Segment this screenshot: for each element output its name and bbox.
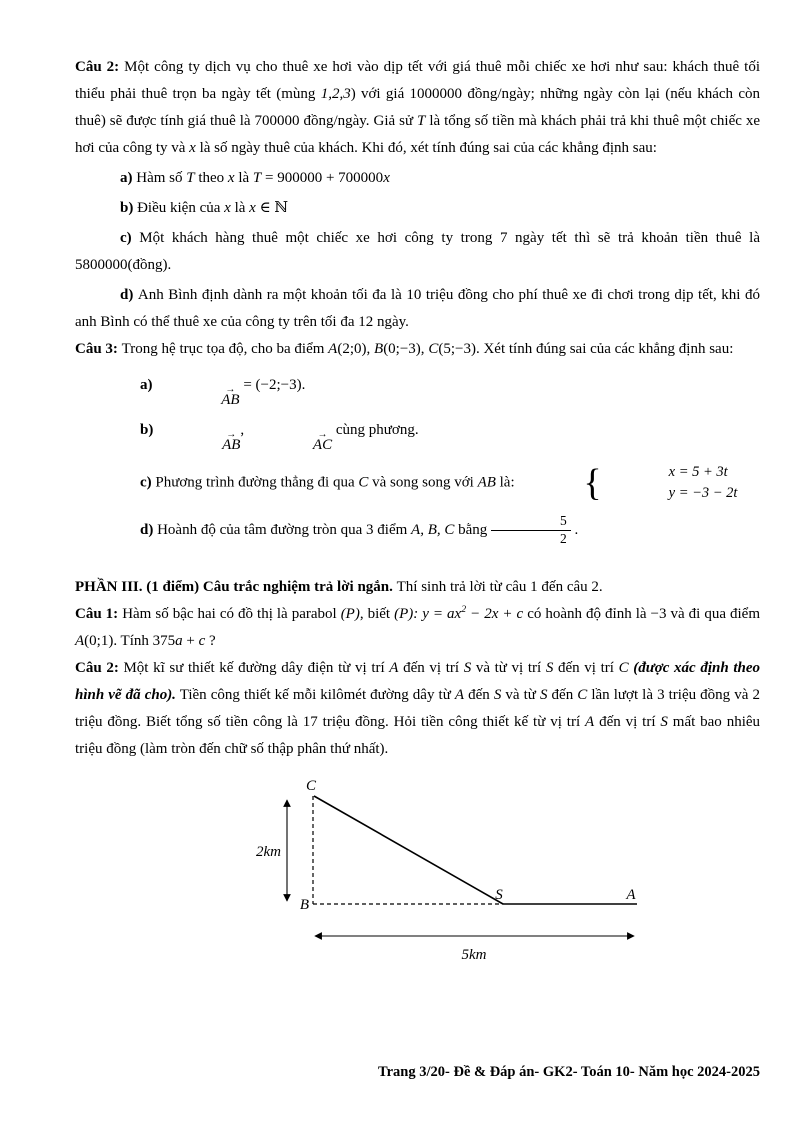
text-run: Hoành độ của tâm đường tròn qua 3 điểm xyxy=(157,521,412,538)
text-run: và từ vị trí xyxy=(471,659,546,676)
vector-arrow-icon: → xyxy=(225,384,236,395)
text-run: . xyxy=(570,521,579,538)
figure-point-c-label: C xyxy=(305,778,317,794)
text-run: Trong hệ trục tọa độ, cho ba điểm xyxy=(121,341,329,357)
text-run: = (−2;−3). xyxy=(239,377,306,393)
phan3-cau2 xyxy=(75,655,760,763)
math-var: S xyxy=(660,713,668,730)
text-run: ) với giá 1000000 đồng/ngày; những ngày còn lại (nếu khách còn thuê) sẽ được tính giá thuê là 700000 đồng/ngày. Giả sử xyxy=(75,86,760,129)
math-var: AB xyxy=(477,474,496,491)
bold-text: Câu 2: xyxy=(75,659,124,676)
bold-text: d) xyxy=(120,287,138,303)
text-run: Điều kiện của xyxy=(137,200,225,216)
text-run: đến xyxy=(547,686,578,703)
text-run: ? xyxy=(205,632,216,649)
text-run: = 900000 + 700000 xyxy=(261,170,384,186)
text-run: , xyxy=(240,422,248,438)
fraction-numerator: 5 xyxy=(491,513,571,531)
text-run: là xyxy=(230,200,250,216)
text-run: là: xyxy=(495,474,519,491)
text-run: đến vị trí xyxy=(398,659,464,676)
text-run: theo xyxy=(194,170,228,186)
text-run: Một công ty dịch vụ cho thuê xe hơi vào dịp tết với giá thuê mỗi chiếc xe hơi như sau: khách thuê tối thiểu phải thuê trọn ba ngày tết (mùng xyxy=(75,59,761,102)
figure-point-a-label: A xyxy=(626,886,636,903)
math-var: T xyxy=(417,113,426,129)
math-var: A xyxy=(454,686,465,703)
math-var: (P) xyxy=(340,605,360,622)
math-var: C xyxy=(577,686,588,703)
math-var: x xyxy=(249,200,256,216)
cau2-item-b xyxy=(75,195,760,222)
bold-text: c) xyxy=(140,474,156,491)
bold-text: b) xyxy=(140,422,158,438)
vector xyxy=(156,386,239,408)
figure-point-s-label: S xyxy=(495,886,503,903)
math-var: 1,2,3 xyxy=(320,86,351,102)
equation-line: x = 5 + 3t xyxy=(668,464,728,480)
math-var: S xyxy=(493,686,502,703)
text-run: Một kĩ sư thiết kế đường dây điện từ vị trí xyxy=(123,659,390,676)
text-run: đến vị trí xyxy=(594,713,661,730)
figure-dim-2km-label: 2km xyxy=(256,843,281,860)
math-var: A xyxy=(328,341,338,357)
text-run: + xyxy=(182,632,199,649)
math-var: C xyxy=(358,474,369,491)
solid-line-cs xyxy=(314,796,503,904)
text-run: cùng phương. xyxy=(332,422,419,438)
math-var: A xyxy=(75,632,85,649)
figure-dim-5km-label: 5km xyxy=(461,946,487,963)
math-var: S xyxy=(545,659,554,676)
vector-arrow-icon: → xyxy=(226,429,237,440)
figure-canvas xyxy=(235,779,660,969)
cau3-item-a xyxy=(75,372,760,408)
bold-italic-text: (được xác định theo hình vẽ đã cho). xyxy=(75,659,761,703)
math-var: T xyxy=(186,170,195,186)
math-var: A xyxy=(389,659,399,676)
math-var: c xyxy=(198,632,206,649)
cau3-stem xyxy=(75,336,760,363)
vector-name: AB xyxy=(221,392,240,408)
text-run: là số ngày thuê của khách. Khi đó, xét tính đúng sai của các khẳng định sau: xyxy=(195,140,657,156)
text-run: Hàm số bậc hai có đồ thị là parabol xyxy=(122,605,341,622)
math-var: T xyxy=(252,170,262,186)
math-var: B xyxy=(374,341,384,357)
superscript: 2 xyxy=(461,603,467,615)
vector xyxy=(248,431,332,453)
text-run: ∈ ℕ xyxy=(255,200,289,216)
text-run: Hàm số xyxy=(136,170,187,186)
bold-text: PHẦN III. (1 điểm) Câu trắc nghiệm trả lời ngắn. xyxy=(75,578,397,595)
equation-line: y = −3 − 2t xyxy=(668,485,738,501)
equation-lines xyxy=(604,462,738,504)
text-run: Phương trình đường thẳng đi qua xyxy=(155,474,359,491)
text-run: và song song với xyxy=(368,474,478,491)
text-run: và từ xyxy=(501,686,540,703)
math-var: − 2x + c xyxy=(466,605,524,622)
text-run: Tiền công thiết kế mỗi kilômét đường dây từ xyxy=(175,686,455,703)
text-run: (0;−3), xyxy=(383,341,429,357)
cau3-item-b xyxy=(75,417,760,453)
math-var: S xyxy=(539,686,548,703)
document-body xyxy=(75,54,760,763)
cau2-item-c xyxy=(75,225,760,279)
text-run: là xyxy=(234,170,253,186)
text-run: bằng xyxy=(454,521,492,538)
vector-name: AC xyxy=(312,437,333,453)
math-var: A, B, C xyxy=(411,521,455,538)
math-var: C xyxy=(428,341,439,357)
page-footer: Trang 3/20- Đề & Đáp án- GK2- Toán 10- Năm học 2024-2025 xyxy=(378,1064,760,1080)
text-run: mất bao nhiêu triệu đồng (làm tròn đến chữ số thập phân thứ nhất). xyxy=(75,713,761,757)
bold-text: Câu 2: xyxy=(75,59,125,75)
math-var: x xyxy=(227,170,235,186)
cau3-item-c xyxy=(75,462,760,504)
fraction-denominator: 2 xyxy=(560,530,567,546)
text-run: đến vị trí xyxy=(553,659,619,676)
math-var: (P): y = ax xyxy=(394,605,462,622)
cau2-item-a xyxy=(75,165,760,192)
text-run: (0;1). Tính 375 xyxy=(84,632,176,649)
phan3-cau1 xyxy=(75,601,760,655)
bold-text: c) xyxy=(120,230,140,246)
bold-text: Câu 3: xyxy=(75,341,122,357)
text-run: Anh Bình định dành ra một khoản tối đa là 10 triệu đồng cho phí thuê xe đi chơi trong dịp tết, khi đó anh Bình có thể thuê xe của công ty trên tối đa 12 ngày. xyxy=(75,287,760,330)
cau3-item-d xyxy=(75,513,760,548)
bold-text: a) xyxy=(120,170,137,186)
math-var: x xyxy=(189,140,196,156)
vector-arrow-icon: → xyxy=(317,429,328,440)
math-var: S xyxy=(463,659,472,676)
text-run: đến xyxy=(464,686,494,703)
geometry-figure xyxy=(235,779,660,974)
text-run: , biết xyxy=(359,605,395,622)
text-run: (2;0), xyxy=(337,341,375,357)
math-var: C xyxy=(618,659,629,676)
fraction xyxy=(491,513,571,548)
bold-text: a) xyxy=(140,377,157,393)
text-run: là tổng số tiền mà khách phải trả khi thuê một chiếc xe hơi của công ty và xyxy=(75,113,760,156)
text-run: (5;−3) xyxy=(438,341,476,357)
phan3-heading xyxy=(75,574,760,601)
math-var: x xyxy=(224,200,231,216)
math-var: x xyxy=(383,170,390,186)
cau2-item-d xyxy=(75,282,760,336)
text-run: lần lượt là 3 triệu đồng và 2 triệu đồng. Biết tổng số tiền công là 17 triệu đồng. Hỏi tiền công thiết kế từ vị trí xyxy=(75,686,760,730)
bold-text: d) xyxy=(140,521,158,538)
cau2-stem xyxy=(75,54,760,162)
figure-point-b-label: B xyxy=(299,896,309,913)
math-var: a xyxy=(175,632,183,649)
vector xyxy=(157,431,240,453)
bold-text: b) xyxy=(120,200,138,216)
math-var: A xyxy=(585,713,595,730)
text-run: có hoành độ đỉnh là −3 và đi qua điểm xyxy=(523,605,760,622)
equation-system xyxy=(518,462,737,504)
brace-icon: { xyxy=(583,462,602,504)
vector-name: AB xyxy=(222,437,241,453)
text-run: . Xét tính đúng sai của các khẳng định sau: xyxy=(475,341,734,357)
bold-text: Câu 1: xyxy=(75,605,123,622)
text-run: Một khách hàng thuê một chiếc xe hơi công ty trong 7 ngày tết thì sẽ trả khoản tiền thuê là 5800000(đồng). xyxy=(75,230,760,273)
text-run: Thí sinh trả lời từ câu 1 đến câu 2. xyxy=(396,578,603,595)
